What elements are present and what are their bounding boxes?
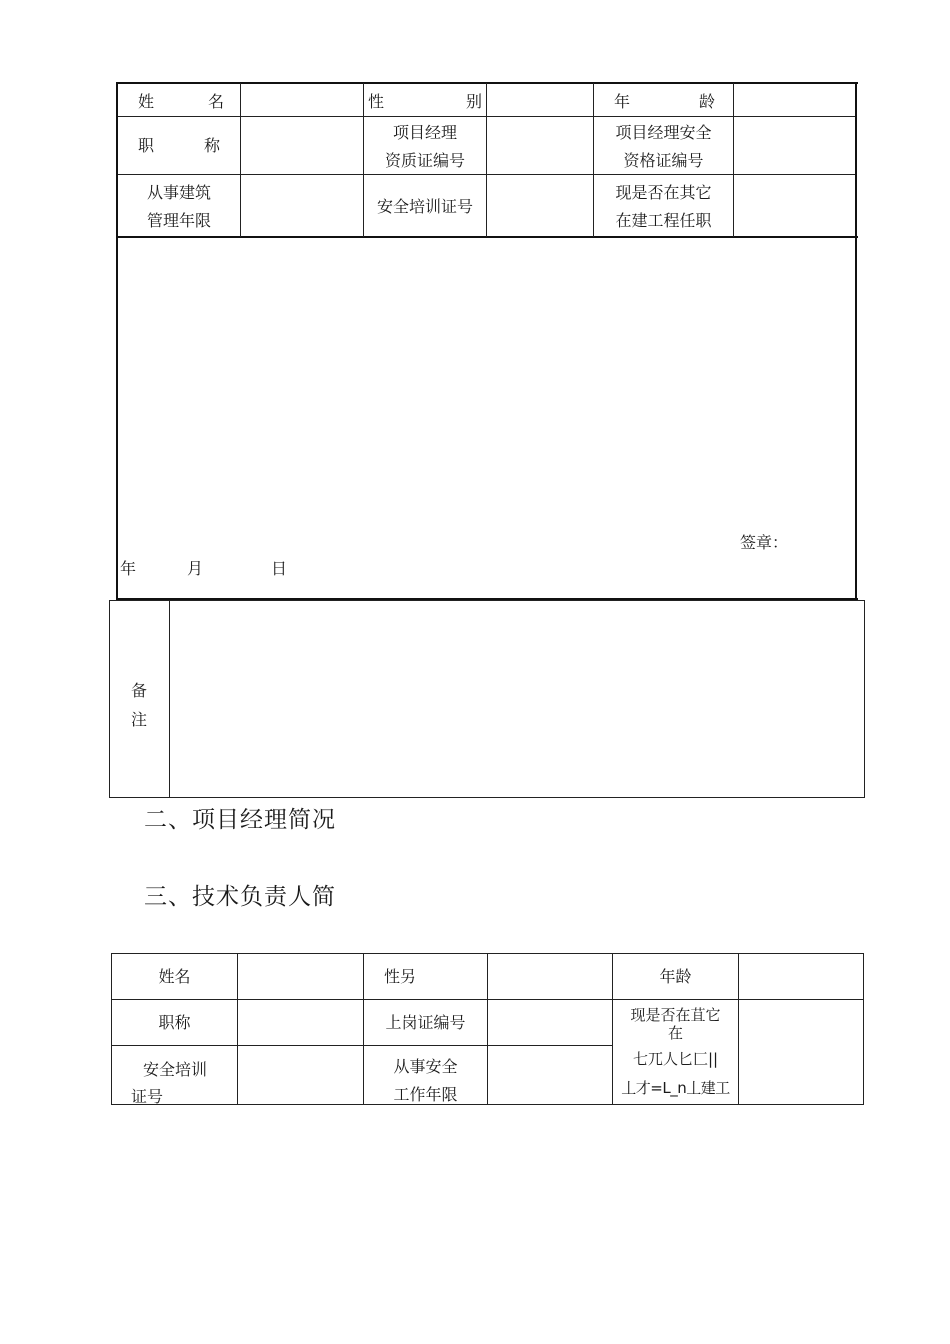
management-years-value[interactable] (241, 175, 363, 236)
pm-safety-line2: 资格证编号 (623, 151, 704, 170)
t2-other-line3: 七兀人匕匚|| (632, 1050, 719, 1068)
name-label-a: 姓 (138, 92, 155, 111)
t2-safety-years-line2: 工作年限 (393, 1085, 458, 1104)
t2-other-line4: 丄才=L_n丄建工 (621, 1079, 730, 1097)
gender-label-a: 性 (368, 92, 385, 111)
remarks-label-1: 备 (131, 681, 148, 700)
remarks-border-left (109, 600, 110, 798)
pm-cert-value[interactable] (487, 117, 593, 174)
age-value[interactable] (734, 84, 855, 116)
remarks-border-bottom (109, 797, 865, 798)
title-label-b: 称 (203, 135, 220, 155)
t2-age-label: 年龄 (659, 966, 692, 986)
gender-value[interactable] (487, 84, 593, 116)
table2-border-right (863, 953, 864, 1105)
pm-safety-cert-value[interactable] (734, 117, 855, 174)
date-year: 年 (120, 559, 137, 578)
name-label (118, 88, 240, 116)
section-heading-2: 二、项目经理简况 (144, 807, 336, 833)
name-label-b: 名 (207, 92, 224, 111)
t2-safety-years-value[interactable] (488, 1046, 612, 1104)
remarks-border-top (109, 600, 865, 601)
remarks-content[interactable] (171, 602, 863, 796)
management-years-line2: 管理年限 (146, 211, 211, 230)
remarks-col-divider (169, 600, 170, 798)
age-label-b: 龄 (698, 92, 715, 111)
t2-other-line1: 现是否在苴它 (630, 1006, 721, 1024)
other-project-value[interactable] (734, 175, 855, 236)
t2-name-label: 姓名 (158, 966, 191, 986)
name-value[interactable] (241, 84, 363, 116)
management-years-line1: 从事建筑 (146, 183, 211, 202)
t2-name-value[interactable] (238, 954, 363, 999)
other-project-line2: 在建工程任职 (615, 211, 712, 230)
other-project-label (594, 178, 733, 236)
pm-cert-line2: 资质证编号 (384, 151, 465, 170)
t2-post-cert-value[interactable] (488, 1000, 612, 1045)
t2-training-value[interactable] (238, 1046, 363, 1104)
t2-title-value[interactable] (238, 1000, 363, 1045)
table-border-right (855, 82, 857, 600)
t2-training-line1: 安全培训 (143, 1060, 208, 1079)
pm-safety-cert-label (594, 119, 733, 175)
pm-safety-line1: 项目经理安全 (615, 123, 712, 142)
pm-cert-label (364, 119, 486, 175)
signature-label: 签章： (740, 533, 789, 552)
t2-safety-years-label (364, 1053, 487, 1109)
t2-gender-value[interactable] (488, 954, 612, 999)
age-label (594, 88, 733, 116)
t2-safety-years-line1: 从事安全 (393, 1057, 458, 1076)
t2-post-cert-label: 上岗证编号 (385, 1012, 466, 1032)
date-day: 日 (271, 559, 288, 578)
t2-other-project-label (613, 1006, 738, 1042)
other-project-line1: 现是否在其它 (615, 183, 712, 202)
safety-training-value[interactable] (487, 175, 593, 236)
t2-age-value[interactable] (739, 954, 863, 999)
safety-training-text: 安全培训证号 (376, 197, 473, 216)
remarks-label-2: 注 (131, 710, 148, 729)
title-label-a: 职 (138, 135, 155, 155)
gender-label-b: 别 (465, 92, 482, 111)
t2-title-label: 职称 (158, 1012, 191, 1032)
t2-gender-label: 性另 (384, 966, 417, 986)
date-month: 月 (187, 559, 204, 578)
safety-training-label (364, 175, 486, 239)
pm-cert-line1: 项目经理 (392, 123, 457, 142)
t2-other-line2: 在 (667, 1024, 683, 1042)
t2-training-line2: 证号 (131, 1087, 164, 1106)
remarks-border-right (864, 600, 865, 798)
gender-label (364, 88, 486, 116)
title-value[interactable] (241, 117, 363, 174)
t2-other-project-value[interactable] (739, 1000, 863, 1104)
management-years-label (118, 178, 240, 236)
title-label (118, 117, 240, 174)
section-heading-3: 三、技术负责人简 (144, 884, 336, 910)
age-label-a: 年 (614, 92, 631, 111)
